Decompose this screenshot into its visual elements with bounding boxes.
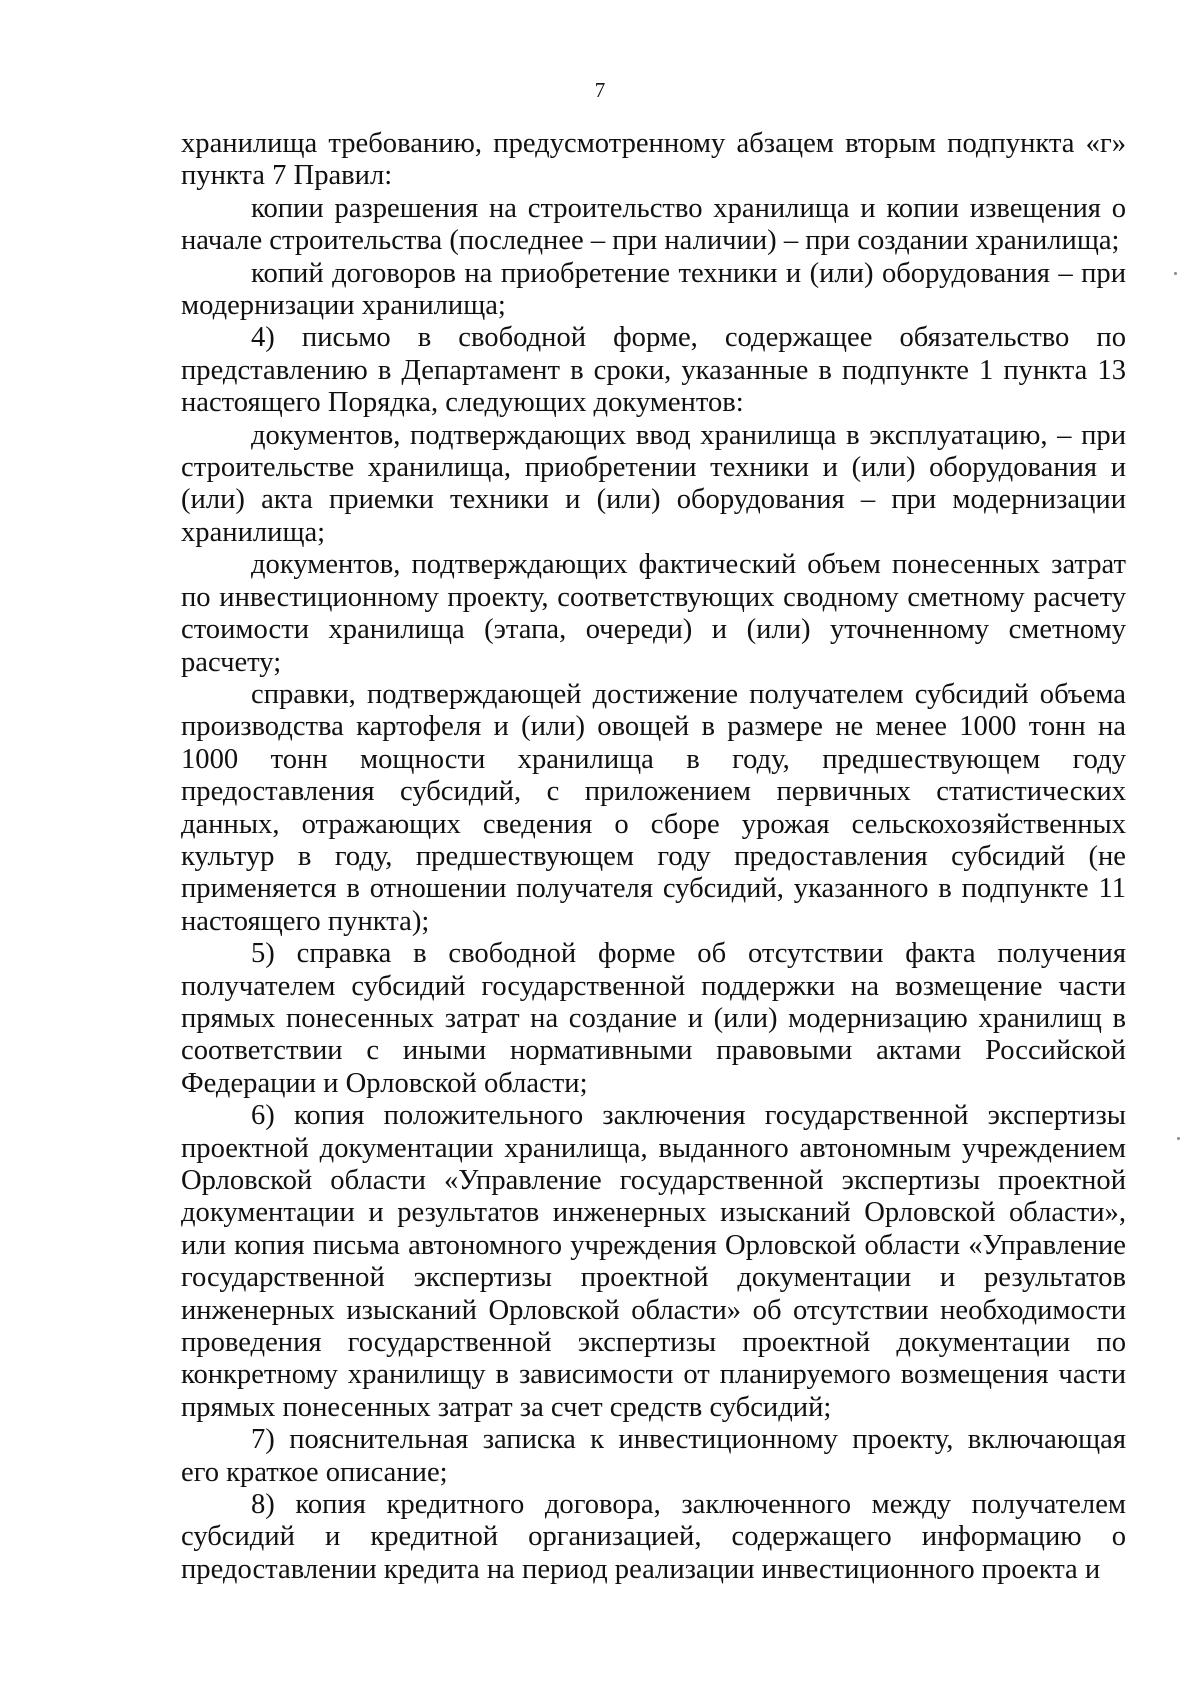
paragraph-item-8: 8) копия кредитного договора, заключенного между получателем субсидий и кредитной организацией, содержащего информацию о предоставлении кредита на период реализации инвестиционного проекта и — [181, 1489, 1126, 1585]
paragraph-cost-documents: документов, подтверждающих фактический объем понесенных затрат по инвестиционному проекту, соответствующих сводному сметному расчету стоимости хранилища (этапа, очереди) и (или) уточненному сметному расчету; — [181, 549, 1126, 678]
paragraph-continuation: хранилища требованию, предусмотренному абзацем вторым подпункта «г» пункта 7 Правил: — [181, 128, 1126, 192]
paragraph-item-7: 7) пояснительная записка к инвестиционному проекту, включающая его краткое описание; — [181, 1424, 1126, 1488]
page-number: 7 — [594, 78, 606, 102]
scan-speck — [1174, 272, 1177, 275]
paragraph-production-certificate: справки, подтверждающей достижение получателем субсидий объема производства картофеля и (или) овощей в размере не менее 1000 тонн на 1000 тонн мощности хранилища в году, предшествующем году предоставления субсидий, с приложением первичных статистических данных, отражающих сведения о сборе урожая сельскохозяйственных культур в году, предшествующем году предоставления субсидий (не применяется в отношении получателя субсидий, указанного в подпункте 11 настоящего пункта); — [181, 678, 1126, 937]
paragraph-item-6: 6) копия положительного заключения государственной экспертизы проектной документации хранилища, выданного автономным учреждением Орловской области «Управление государственной экспертизы проектной документации и результатов инженерных изысканий Орловской области», или копия письма автономного учреждения Орловской области «Управление государственной экспертизы проектной документации и результатов инженерных изысканий Орловской области» об отсутствии необходимости проведения государственной экспертизы проектной документации по конкретному хранилищу в зависимости от планируемого возмещения части прямых понесенных затрат за счет средств субсидий; — [181, 1100, 1126, 1423]
paragraph-building-permit-copies: копии разрешения на строительство хранилища и копии извещения о начале строительства (последнее – при наличии) – при создании хранилища; — [181, 192, 1126, 257]
paragraph-purchase-contracts: копий договоров на приобретение техники и (или) оборудования – при модернизации хранилища; — [181, 257, 1126, 322]
paragraph-item-4: 4) письмо в свободной форме, содержащее обязательство по представлению в Департамент в сроки, указанные в подпункте 1 пункта 13 настоящего Порядка, следующих документов: — [181, 322, 1126, 419]
scan-speck — [1177, 1137, 1180, 1140]
paragraph-item-5: 5) справка в свободной форме об отсутствии факта получения получателем субсидий государственной поддержки на возмещение части прямых понесенных затрат на создание и (или) модернизацию хранилищ в соответствии с иными нормативными правовыми актами Российской Федерации и Орловской области; — [181, 938, 1126, 1099]
paragraph-commissioning-documents: документов, подтверждающих ввод хранилища в эксплуатацию, – при строительстве хранилища, приобретении техники и (или) оборудования и (или) акта приемки техники и (или) оборудования – при модернизации хранилища; — [181, 419, 1126, 548]
document-body — [181, 128, 1126, 1586]
